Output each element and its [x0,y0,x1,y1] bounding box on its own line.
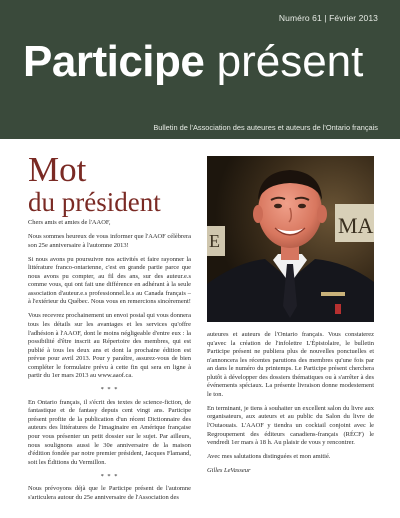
svg-text:MA: MA [338,213,374,238]
president-photo [207,156,374,322]
publication-tagline: Bulletin de l'Association des auteures et auteurs de l'Ontario français [153,123,378,132]
paragraph: Nous sommes heureux de vous informer que l'AAOF célèbrera son 25e anniversaire à l'automne 2013! [28,233,191,249]
svg-text:E: E [209,231,220,251]
paragraph: Nous prévoyons déjà que le Participe présent de l'automne s'articulera autour du 25e anniversaire de l'Association des [28,485,191,501]
section-separator: * * * [100,472,119,480]
masthead [0,0,400,139]
paragraph: auteures et auteurs de l'Ontario français. Vous constaterez qu'avec la création de l'infolettre L'Épistolaire, le bulletin Participe présent ne publiera plus de nouvelles ponctuelles et n'annoncera les récentes parutions des membres qu'une fois par an dans le numéro du printemps. Le Participe présent cherchera plutôt à développer des dossiers thématiques ou à s'arrêter à des événements spéciaux. La présente livraison donne modestement le ton. [207,331,374,398]
right-column [207,331,374,481]
salutation: Chers amis et amies de l'AAOF, [28,219,111,226]
article-heading [28,152,161,216]
title-light-part: présent [204,37,364,86]
issue-number: Numéro 61 | Février 2013 [278,13,378,23]
paragraph: Vous recevrez prochainement un envoi postal qui vous donnera tous les détails sur les avantages et les services qu'offre l'adhésion à l'AAOF, dont le moins négligeable d'entre eux : la possibilité d'être inscrit au Répertoire des membres, qui est publié à tous les deux ans et dont la prochaine édition est prévue pour avril 2013. Pour y paraître, assurez-vous de bien compléter le formulaire prévu à cette fin qui sera en ligne à partir du 1er mars 2013 au www.aaof.ca. [28,312,191,380]
title-bold-part: Participe [23,37,205,86]
heading-line-2: du président [28,187,161,217]
paragraph: En terminant, je tiens à souhaiter un excellent salon du livre aux organisateurs, aux auteurs et au public du Salon du livre de l'Outaouais. L'AAOF y tiendra un cocktail conjoint avec le Regroupement des éditeurs canadiens-français (RÉCF) le vendredi 1er mars à 18 h. Au plaisir de vous y rencontrer. [207,404,374,447]
signature: Gilles LeVasseur [207,467,251,475]
portrait-image [207,156,374,322]
left-column [28,219,191,508]
paragraph: Si nous avons pu poursuivre nos activités et faire rayonner la littérature franco-ontarienne, c'est en grande partie parce que nous avons pu compter, au fil des ans, sur des auteur.e.s comme vous, qui ont fait une différence en adhérant à la seule association d'auteur.e.s professionnel.le.s au Canada français – à l'extérieur du Québec. Nous vous en remercions sincèrement! [28,255,191,306]
publication-title [23,36,363,88]
section-separator: * * * [100,386,119,394]
heading-line-1: Mot [28,150,87,189]
paragraph: En Ontario français, il s'écrit des textes de science-fiction, de fantastique et de fantasy depuis cent vingt ans. Participe présent profite de la publication d'un récent Dictionnaire des auteurs des littératures de l'imaginaire en Amérique française pour vous présenter un petit dossier sur le sujet. Par ailleurs, nous soulignons aussi le 30e anniversaire de la maison d'édition fondée par notre premier président, Jacques Flamand, soit les Éditions du Vermillon. [28,398,191,466]
paragraph: Avec mes salutations distinguées et mon amitié. [207,453,331,461]
